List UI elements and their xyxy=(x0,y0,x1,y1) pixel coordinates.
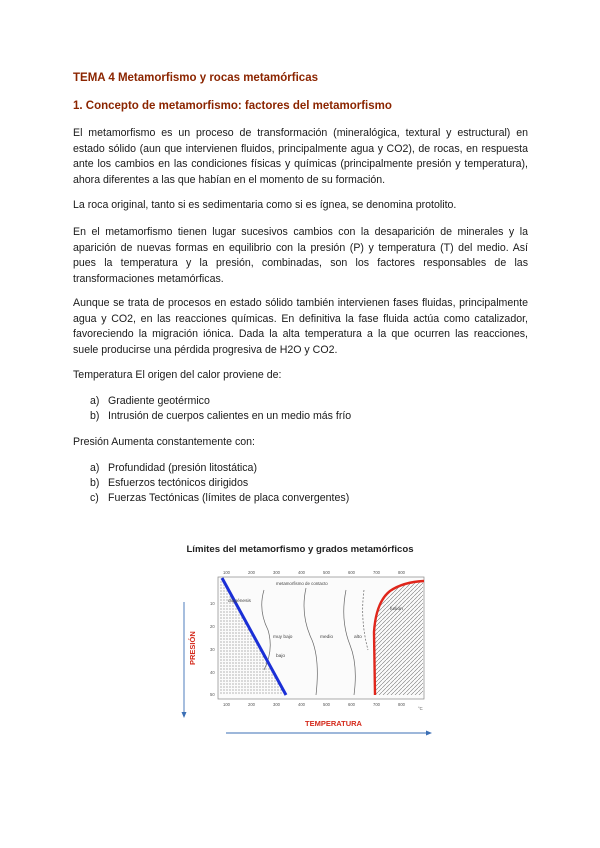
list-item: a) Gradiente geotérmico xyxy=(90,395,210,407)
label-very-low: muy bajo xyxy=(273,635,293,640)
left-tick: 10 xyxy=(210,601,215,606)
document-title: TEMA 4 Metamorfismo y rocas metamórficas xyxy=(73,72,318,84)
bottom-tick: 600 xyxy=(348,702,355,707)
label-high: alto xyxy=(354,635,362,640)
top-tick: 300 xyxy=(273,570,280,575)
section-heading: 1. Concepto de metamorfismo: factores del metamorfismo xyxy=(73,100,392,112)
presion-intro: Presión Aumenta constantemente con: xyxy=(73,436,255,448)
top-tick: 500 xyxy=(323,570,330,575)
bottom-tick: 200 xyxy=(248,702,255,707)
label-low: bajo xyxy=(276,654,286,659)
bottom-tick: 300 xyxy=(273,702,280,707)
left-tick: 50 xyxy=(210,692,215,697)
label-contact: metamorfismo de contacto xyxy=(276,581,328,586)
left-tick: 30 xyxy=(210,647,215,652)
left-tick: 40 xyxy=(210,670,215,675)
top-tick: 100 xyxy=(223,570,230,575)
list-item: b) Intrusión de cuerpos calientes en un medio más frío xyxy=(90,410,352,423)
top-tick: 800 xyxy=(398,570,405,575)
paragraph-protolito: La roca original, tanto si es sedimentaria como si es ígnea, se denomina protolito. xyxy=(73,199,457,211)
bottom-tick: 700 xyxy=(373,702,380,707)
x-axis-label: TEMPERATURA xyxy=(305,719,362,728)
list-item: a) Profundidad (presión litostática) xyxy=(90,462,257,474)
list-item: b) Esfuerzos tectónicos dirigidos xyxy=(90,477,249,490)
label-medium: medio xyxy=(320,635,334,640)
top-tick: 700 xyxy=(373,570,380,575)
metamorphism-diagram xyxy=(178,560,438,750)
temperatura-intro: Temperatura El origen del calor proviene de: xyxy=(73,369,282,381)
paragraph-fluids: Aunque se trata de procesos en estado sólido también intervienen fases fluidas, principalmente agua y CO2, en las reacciones químicas. En definitiva la fase fluida actúa como catalizador, favoreciendo la migración iónica. Dada la alta temperatura a la que ocurren las reacciones, suele producirse una pérdida progresiva de H2O y CO2. xyxy=(73,297,528,356)
label-melt: fusión xyxy=(390,607,403,612)
figure-title: Límites del metamorfismo y grados metamórficos xyxy=(186,544,414,555)
y-axis-label: PRESIÓN xyxy=(188,631,197,665)
top-tick: 600 xyxy=(348,570,355,575)
bottom-tick: 100 xyxy=(223,702,230,707)
paragraph-changes: En el metamorfismo tienen lugar sucesivos cambios con la desaparición de minerales y la aparición de nuevas formas en equilibrio con la presión (P) y temperatura (T) del medio. Así pues la temperatura y la presión, combinadas, son los factores responsables de las transformaciones metamórficas. xyxy=(73,226,528,285)
top-tick: 200 xyxy=(248,570,255,575)
bottom-tick: 500 xyxy=(323,702,330,707)
list-item: c) Fuerzas Tectónicas (límites de placa convergentes) xyxy=(90,492,350,505)
left-tick: 20 xyxy=(210,624,215,629)
paragraph-definition: El metamorfismo es un proceso de transformación (mineralógica, textural y estructural) en estado sólido (aun que intervienen fluidos, principalmente agua y CO2), de rocas, en respuesta ante los cambios en las condiciones físicas y químicas (principalmente presión y temperatura), ahora diferentes a las que habían en el momento de su formación. xyxy=(73,127,528,186)
label-diagenesis: diagénesis xyxy=(228,599,251,604)
presion-list xyxy=(90,461,349,507)
temperatura-list xyxy=(90,394,351,424)
bottom-tick: 800 xyxy=(398,702,405,707)
unit-label: °C xyxy=(418,706,423,711)
bottom-tick: 400 xyxy=(298,702,305,707)
top-tick: 400 xyxy=(298,570,305,575)
